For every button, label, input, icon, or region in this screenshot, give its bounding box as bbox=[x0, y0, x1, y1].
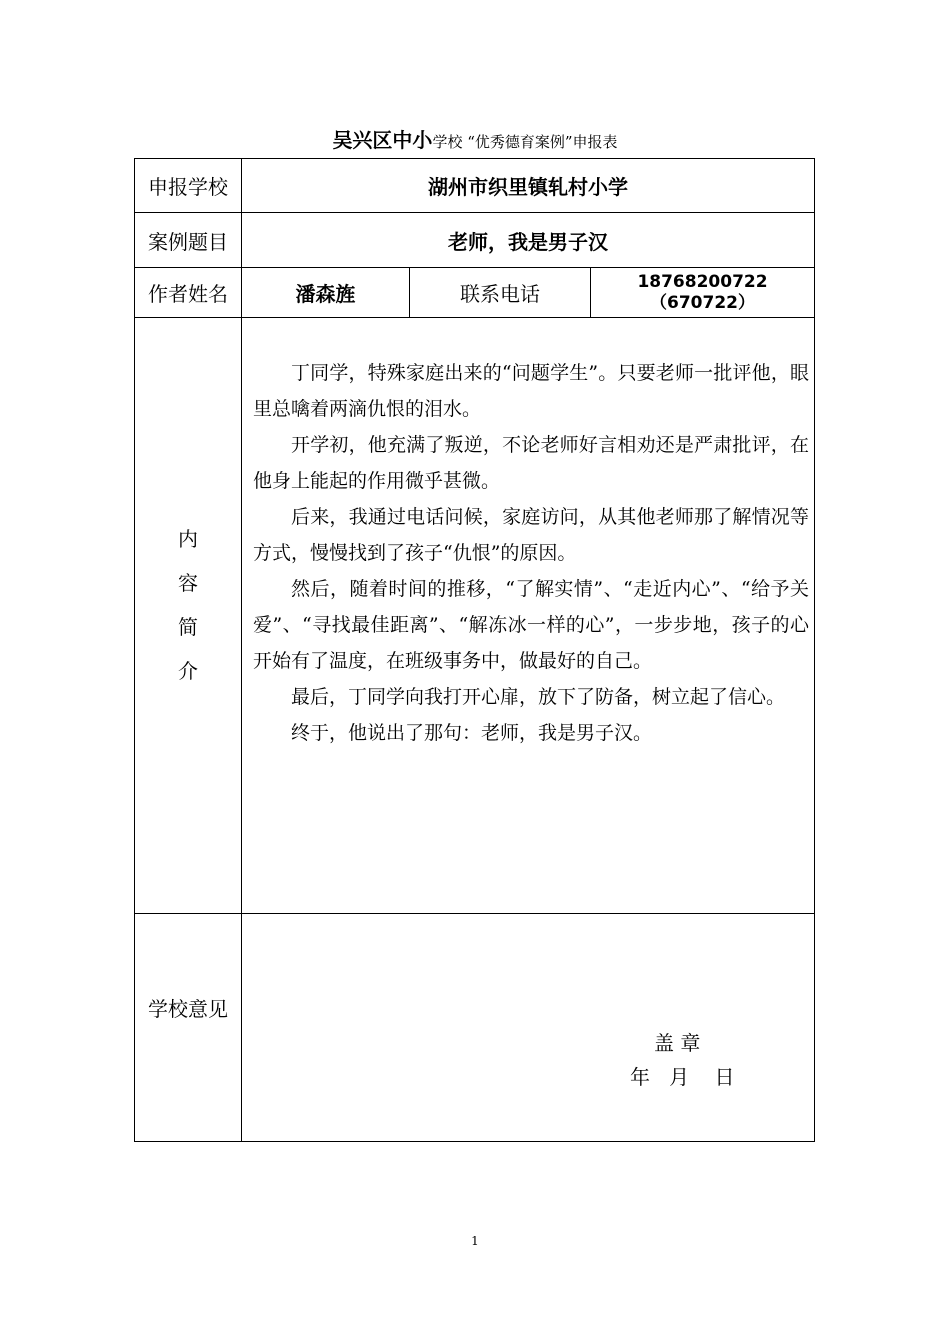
date-text: 年 月 日 bbox=[630, 1065, 735, 1089]
summary-paragraph: 然后，随着时间的推移，“了解实情”、“走近内心”、“给予关爱”、“寻找最佳距离”、“解冻冰一样的心”，一步步地，孩子的心开始有了温度，在班级事务中，做最好的自己。 bbox=[253, 578, 809, 672]
page-title-normal: 学校 “优秀德育案例”申报表 bbox=[432, 133, 618, 151]
page-number: 1 bbox=[471, 1234, 479, 1248]
school-value: 湖州市织里镇轧村小学 bbox=[428, 175, 628, 199]
school-opinion-label: 学校意见 bbox=[148, 996, 228, 1021]
case-title-value: 老师，我是男子汉 bbox=[448, 229, 608, 254]
application-form-table bbox=[134, 158, 815, 1142]
phone-value bbox=[591, 268, 814, 317]
summary-paragraph: 丁同学，特殊家庭出来的“问题学生”。只要老师一批评他，眼里总噙着两滴仇恨的泪水。 bbox=[253, 362, 809, 420]
author-value: 潘森旌 bbox=[295, 282, 356, 306]
summary-paragraph: 后来，我通过电话问候，家庭访问，从其他老师那了解情况等方式，慢慢找到了孩子“仇恨”的原因。 bbox=[253, 506, 809, 564]
phone-number: 18768200722 bbox=[637, 271, 768, 292]
summary-label bbox=[135, 505, 241, 705]
summary-content bbox=[253, 355, 809, 751]
summary-label-char: 容 bbox=[178, 571, 198, 595]
case-title-label: 案例题目 bbox=[148, 229, 228, 254]
row-divider bbox=[135, 913, 814, 914]
phone-short-number: （670722） bbox=[650, 292, 755, 313]
summary-label-char: 介 bbox=[178, 659, 198, 683]
summary-paragraph: 最后，丁同学向我打开心扉，放下了防备，树立起了信心。 bbox=[291, 686, 786, 708]
author-label: 作者姓名 bbox=[148, 282, 228, 306]
summary-label-char: 简 bbox=[178, 615, 198, 639]
summary-label-char: 内 bbox=[178, 527, 198, 551]
page-title-bold: 吴兴区中小 bbox=[332, 128, 433, 152]
row-divider bbox=[135, 317, 814, 318]
stamp-text: 盖 章 bbox=[654, 1031, 701, 1055]
school-label: 申报学校 bbox=[148, 175, 228, 199]
phone-label: 联系电话 bbox=[460, 282, 540, 306]
summary-paragraph: 终于，他说出了那句：老师，我是男子汉。 bbox=[291, 722, 653, 744]
page-title bbox=[0, 124, 950, 153]
summary-paragraph: 开学初，他充满了叛逆，不论老师好言相劝还是严肃批评，在他身上能起的作用微乎甚微。 bbox=[253, 434, 809, 492]
